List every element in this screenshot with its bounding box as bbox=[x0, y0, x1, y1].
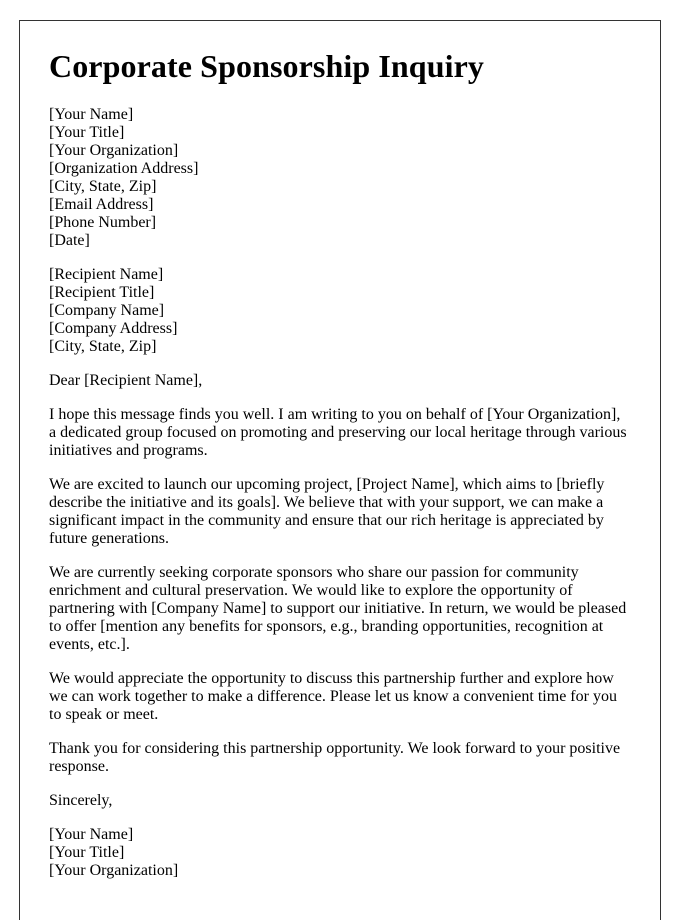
recipient-block bbox=[49, 266, 631, 356]
letter-date: [Date] bbox=[49, 232, 90, 250]
sender-organization: [Your Organization] bbox=[49, 142, 179, 160]
body-paragraph-discussion: We would appreciate the opportunity to discuss this partnership further and explore how we can work together to make a difference. Please let us know a convenient time for you to speak or meet. bbox=[49, 670, 617, 724]
sender-name: [Your Name] bbox=[49, 106, 134, 124]
body-paragraph-sponsorship: We are currently seeking corporate sponsors who share our passion for community enrichment and cultural preservation. We would like to explore the opportunity of partnering with [Company Name] to support our initiative. In return, we would be pleased to offer [mention any benefits for sponsors, e.g., branding opportunities, recognition at events, etc.]. bbox=[49, 564, 627, 654]
sender-phone: [Phone Number] bbox=[49, 214, 157, 232]
recipient-title: [Recipient Title] bbox=[49, 284, 155, 302]
recipient-company-address: [Company Address] bbox=[49, 320, 178, 338]
recipient-city-state-zip: [City, State, Zip] bbox=[49, 338, 157, 356]
signature-name: [Your Name] bbox=[49, 826, 134, 844]
sender-address: [Organization Address] bbox=[49, 160, 199, 178]
recipient-name: [Recipient Name] bbox=[49, 266, 164, 284]
signature-organization: [Your Organization] bbox=[49, 862, 179, 880]
sender-block bbox=[49, 106, 631, 250]
sender-city-state-zip: [City, State, Zip] bbox=[49, 178, 157, 196]
body-paragraph-intro: I hope this message finds you well. I am writing to you on behalf of [Your Organization], a dedicated group focused on promoting and preserving our local heritage through various initiatives and programs. bbox=[49, 406, 627, 460]
body-paragraph-project: We are excited to launch our upcoming project, [Project Name], which aims to [briefly describe the initiative and its goals]. We believe that with your support, we can make a significant impact in the community and ensure that our rich heritage is appreciated by future generations. bbox=[49, 476, 605, 548]
closing: Sincerely, bbox=[49, 792, 113, 810]
letter-page bbox=[19, 20, 661, 920]
signature-title: [Your Title] bbox=[49, 844, 125, 862]
salutation: Dear [Recipient Name], bbox=[49, 372, 203, 390]
sender-email: [Email Address] bbox=[49, 196, 154, 214]
body-paragraph-thanks: Thank you for considering this partnership opportunity. We look forward to your positive response. bbox=[49, 740, 621, 776]
signature-block bbox=[49, 826, 631, 880]
recipient-company: [Company Name] bbox=[49, 302, 165, 320]
letter-title: Corporate Sponsorship Inquiry bbox=[49, 48, 484, 84]
sender-title: [Your Title] bbox=[49, 124, 125, 142]
